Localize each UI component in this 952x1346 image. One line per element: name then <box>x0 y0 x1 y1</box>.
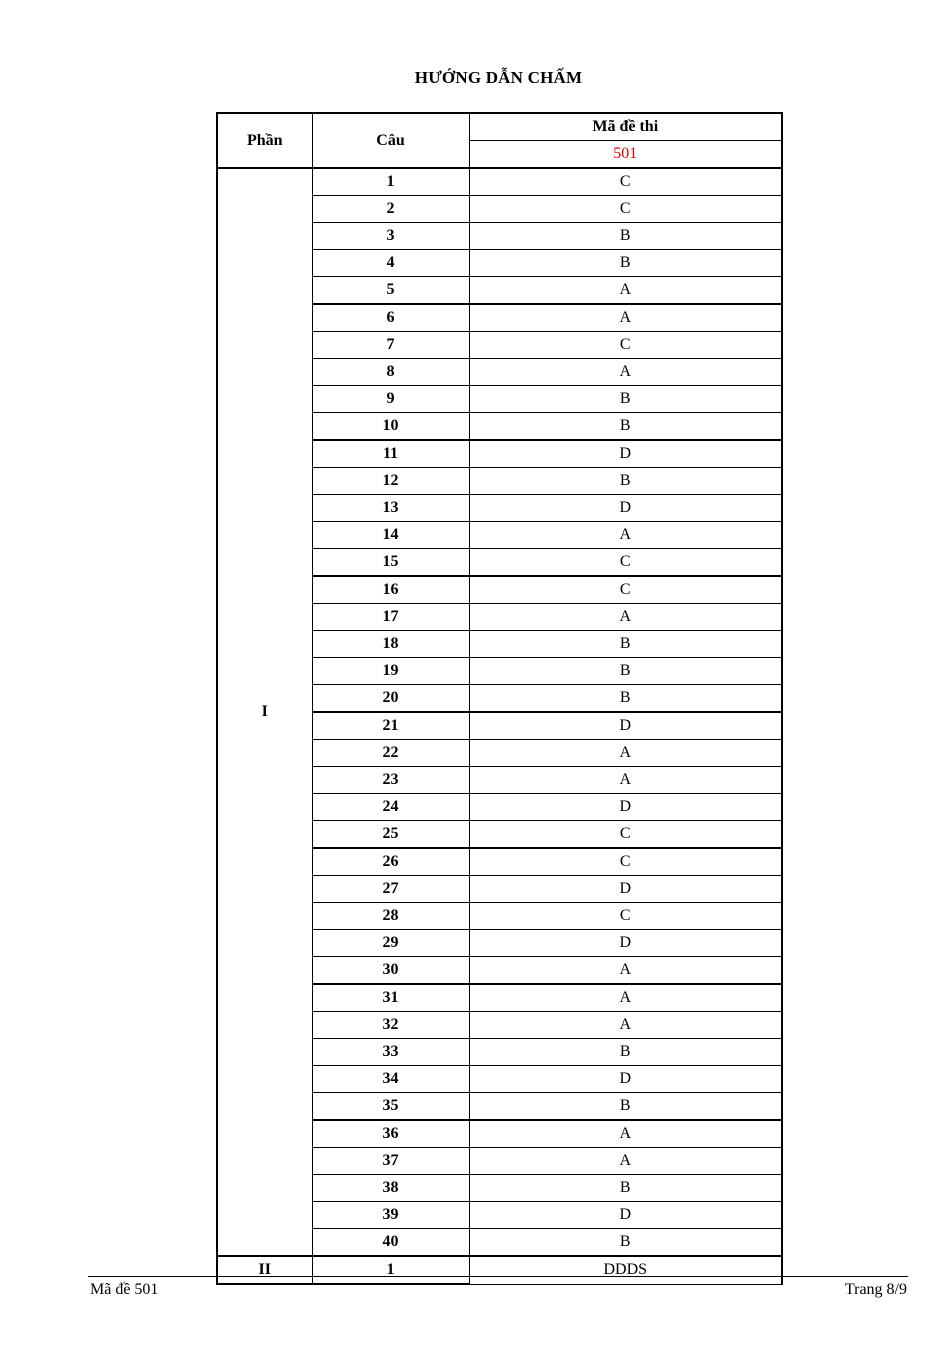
answer-cell: D <box>469 495 782 522</box>
question-number: 26 <box>312 848 469 876</box>
answer-cell: C <box>469 903 782 930</box>
answer-cell: C <box>469 821 782 849</box>
header-ma-de: Mã đề thi <box>469 113 782 141</box>
question-number: 28 <box>312 903 469 930</box>
question-number: 34 <box>312 1066 469 1093</box>
table-row <box>217 1256 782 1284</box>
answer-cell: D <box>469 794 782 821</box>
question-number: 13 <box>312 495 469 522</box>
page-title: HƯỚNG DẪN CHẤM <box>414 68 583 87</box>
question-number: 1 <box>312 1256 469 1284</box>
answer-cell: D <box>469 930 782 957</box>
answer-cell: C <box>469 196 782 223</box>
question-number: 36 <box>312 1120 469 1148</box>
question-number: 19 <box>312 658 469 685</box>
question-number: 6 <box>312 304 469 332</box>
question-number: 25 <box>312 821 469 849</box>
answer-cell: A <box>469 277 782 305</box>
question-number: 23 <box>312 767 469 794</box>
question-number: 3 <box>312 223 469 250</box>
question-number: 33 <box>312 1039 469 1066</box>
answer-cell: B <box>469 386 782 413</box>
question-number: 22 <box>312 740 469 767</box>
answer-cell: A <box>469 767 782 794</box>
question-number: 16 <box>312 576 469 604</box>
answer-cell: B <box>469 1175 782 1202</box>
answer-cell: A <box>469 1012 782 1039</box>
answer-cell: B <box>469 1039 782 1066</box>
answer-cell: A <box>469 304 782 332</box>
answer-cell: C <box>469 332 782 359</box>
question-number: 8 <box>312 359 469 386</box>
answer-cell: A <box>469 957 782 985</box>
answer-key-table <box>216 112 783 1285</box>
part-1-body <box>217 168 782 1256</box>
question-number: 12 <box>312 468 469 495</box>
answer-cell: D <box>469 440 782 468</box>
answer-cell: B <box>469 658 782 685</box>
question-number: 5 <box>312 277 469 305</box>
answer-cell: B <box>469 250 782 277</box>
question-number: 1 <box>312 168 469 196</box>
answer-cell: B <box>469 468 782 495</box>
question-number: 32 <box>312 1012 469 1039</box>
question-number: 29 <box>312 930 469 957</box>
question-number: 37 <box>312 1148 469 1175</box>
question-number: 20 <box>312 685 469 713</box>
answer-cell: A <box>469 1120 782 1148</box>
part-label: II <box>217 1256 312 1284</box>
question-number: 2 <box>312 196 469 223</box>
footer-divider <box>88 1276 908 1277</box>
question-number: 27 <box>312 876 469 903</box>
answer-cell: A <box>469 359 782 386</box>
footer-page-number: Trang 8/9 <box>844 1281 907 1298</box>
answer-cell: C <box>469 168 782 196</box>
table-row <box>217 168 782 196</box>
answer-cell: B <box>469 631 782 658</box>
part-label: I <box>217 168 312 1256</box>
answer-cell: D <box>469 712 782 740</box>
answer-cell: B <box>469 1093 782 1121</box>
question-number: 30 <box>312 957 469 985</box>
answer-cell: B <box>469 413 782 441</box>
question-number: 35 <box>312 1093 469 1121</box>
answer-cell: A <box>469 984 782 1012</box>
header-phan: Phần <box>217 113 312 168</box>
ma-de-value: 501 <box>469 141 782 169</box>
answer-cell: D <box>469 876 782 903</box>
part-2-body <box>217 1256 782 1284</box>
answer-cell: D <box>469 1202 782 1229</box>
question-number: 39 <box>312 1202 469 1229</box>
question-number: 24 <box>312 794 469 821</box>
question-number: 21 <box>312 712 469 740</box>
question-number: 11 <box>312 440 469 468</box>
question-number: 4 <box>312 250 469 277</box>
footer-exam-code: Mã đề 501 <box>90 1281 159 1298</box>
answer-cell: C <box>469 549 782 577</box>
question-number: 17 <box>312 604 469 631</box>
answer-cell: DDDS <box>469 1256 782 1284</box>
answer-cell: A <box>469 522 782 549</box>
answer-cell: B <box>469 223 782 250</box>
answer-cell: A <box>469 1148 782 1175</box>
question-number: 7 <box>312 332 469 359</box>
question-number: 31 <box>312 984 469 1012</box>
answer-cell: B <box>469 685 782 713</box>
question-number: 9 <box>312 386 469 413</box>
answer-cell: D <box>469 1066 782 1093</box>
header-cau: Câu <box>312 113 469 168</box>
question-number: 14 <box>312 522 469 549</box>
answer-cell: B <box>469 1229 782 1257</box>
question-number: 10 <box>312 413 469 441</box>
answer-cell: A <box>469 604 782 631</box>
question-number: 40 <box>312 1229 469 1257</box>
answer-cell: C <box>469 848 782 876</box>
question-number: 18 <box>312 631 469 658</box>
answer-cell: C <box>469 576 782 604</box>
question-number: 38 <box>312 1175 469 1202</box>
question-number: 15 <box>312 549 469 577</box>
answer-cell: A <box>469 740 782 767</box>
